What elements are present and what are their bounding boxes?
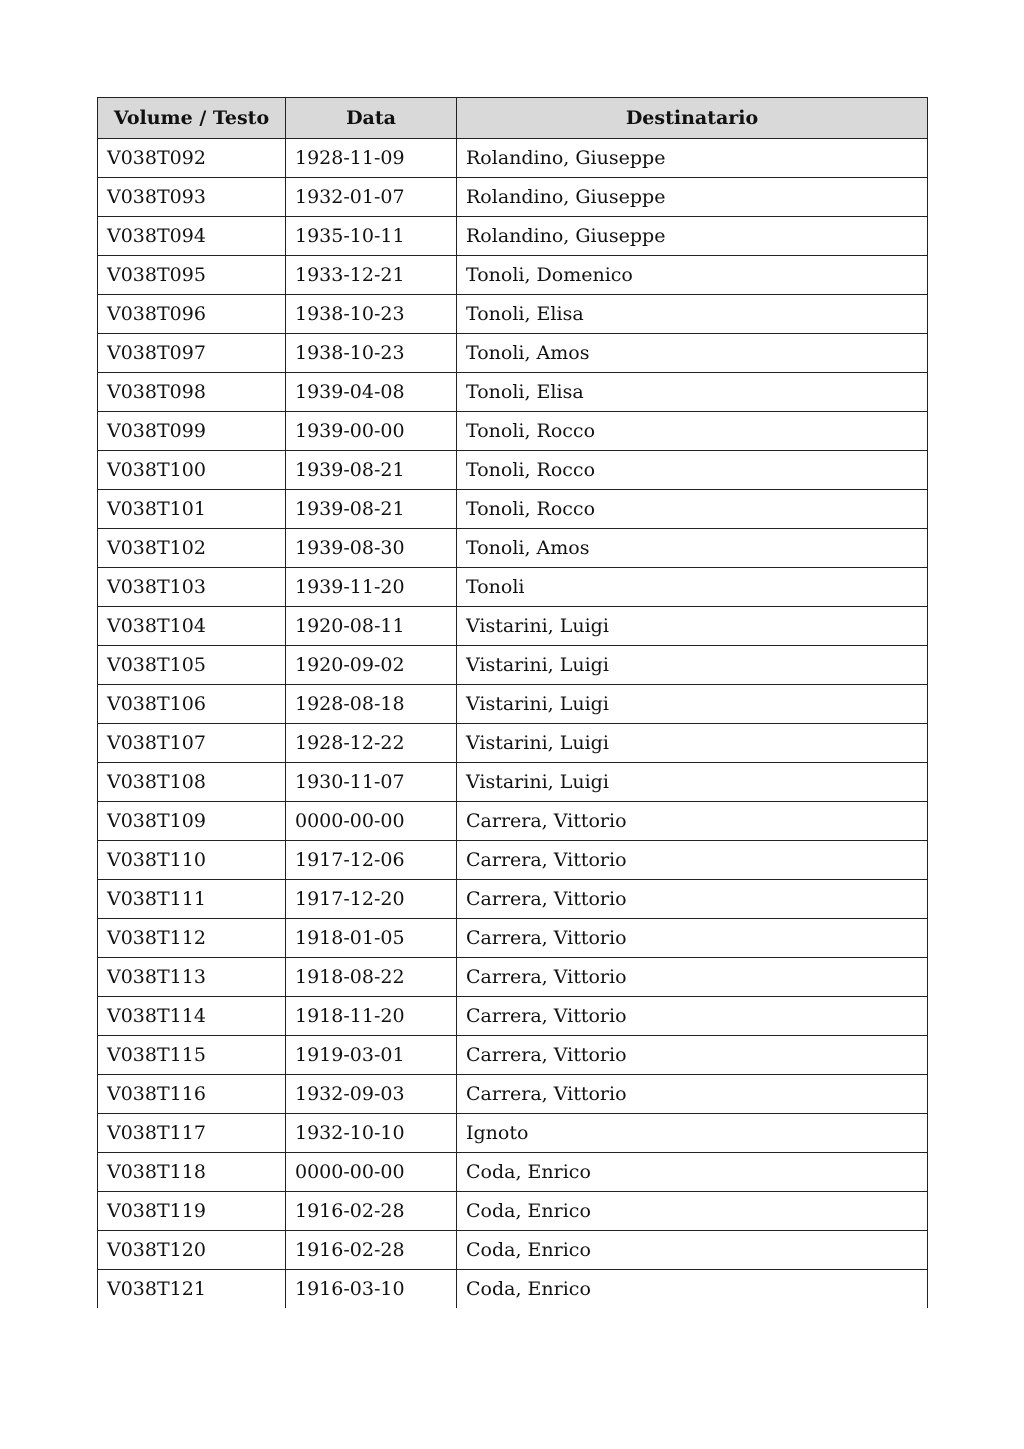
table-row bbox=[98, 1153, 928, 1192]
table-row bbox=[98, 529, 928, 568]
cell-data: 1938-10-23 bbox=[286, 295, 457, 334]
cell-destinatario: Coda, Enrico bbox=[457, 1153, 928, 1192]
table-row bbox=[98, 646, 928, 685]
cell-destinatario: Vistarini, Luigi bbox=[457, 685, 928, 724]
cell-destinatario: Coda, Enrico bbox=[457, 1231, 928, 1270]
cell-data: 1930-11-07 bbox=[286, 763, 457, 802]
cell-volume-testo: V038T093 bbox=[98, 178, 286, 217]
cell-data: 1920-08-11 bbox=[286, 607, 457, 646]
cell-volume-testo: V038T111 bbox=[98, 880, 286, 919]
cell-volume-testo: V038T118 bbox=[98, 1153, 286, 1192]
cell-data: 1933-12-21 bbox=[286, 256, 457, 295]
cell-data: 1939-11-20 bbox=[286, 568, 457, 607]
cell-destinatario: Vistarini, Luigi bbox=[457, 763, 928, 802]
cell-destinatario: Coda, Enrico bbox=[457, 1270, 928, 1309]
cell-data: 1916-02-28 bbox=[286, 1192, 457, 1231]
header-row bbox=[98, 98, 928, 139]
cell-data: 1928-11-09 bbox=[286, 139, 457, 178]
cell-volume-testo: V038T092 bbox=[98, 139, 286, 178]
header-destinatario: Destinatario bbox=[457, 98, 928, 139]
cell-data: 1932-01-07 bbox=[286, 178, 457, 217]
table-row bbox=[98, 1270, 928, 1309]
table-header bbox=[98, 98, 928, 139]
cell-volume-testo: V038T109 bbox=[98, 802, 286, 841]
cell-data: 1939-04-08 bbox=[286, 373, 457, 412]
cell-data: 1932-09-03 bbox=[286, 1075, 457, 1114]
table-row bbox=[98, 1192, 928, 1231]
table-row bbox=[98, 295, 928, 334]
table-row bbox=[98, 1114, 928, 1153]
table-row bbox=[98, 841, 928, 880]
cell-data: 1918-08-22 bbox=[286, 958, 457, 997]
cell-destinatario: Vistarini, Luigi bbox=[457, 646, 928, 685]
cell-data: 1939-08-21 bbox=[286, 451, 457, 490]
cell-volume-testo: V038T115 bbox=[98, 1036, 286, 1075]
cell-volume-testo: V038T114 bbox=[98, 997, 286, 1036]
cell-data: 1928-12-22 bbox=[286, 724, 457, 763]
table-row bbox=[98, 1036, 928, 1075]
cell-destinatario: Carrera, Vittorio bbox=[457, 997, 928, 1036]
table-row bbox=[98, 802, 928, 841]
cell-data: 1939-08-21 bbox=[286, 490, 457, 529]
table-row bbox=[98, 607, 928, 646]
table-row bbox=[98, 373, 928, 412]
cell-destinatario: Carrera, Vittorio bbox=[457, 958, 928, 997]
cell-data: 1918-01-05 bbox=[286, 919, 457, 958]
cell-destinatario: Rolandino, Giuseppe bbox=[457, 217, 928, 256]
cell-destinatario: Tonoli, Rocco bbox=[457, 451, 928, 490]
cell-destinatario: Ignoto bbox=[457, 1114, 928, 1153]
cell-data: 1938-10-23 bbox=[286, 334, 457, 373]
cell-destinatario: Tonoli, Rocco bbox=[457, 490, 928, 529]
cell-destinatario: Tonoli, Elisa bbox=[457, 373, 928, 412]
cell-data: 1939-00-00 bbox=[286, 412, 457, 451]
cell-volume-testo: V038T103 bbox=[98, 568, 286, 607]
cell-data: 1917-12-06 bbox=[286, 841, 457, 880]
cell-data: 0000-00-00 bbox=[286, 802, 457, 841]
cell-volume-testo: V038T097 bbox=[98, 334, 286, 373]
table-row bbox=[98, 490, 928, 529]
cell-data: 1920-09-02 bbox=[286, 646, 457, 685]
table-row bbox=[98, 919, 928, 958]
cell-destinatario: Tonoli, Amos bbox=[457, 334, 928, 373]
table-row bbox=[98, 958, 928, 997]
table-row bbox=[98, 880, 928, 919]
table-row bbox=[98, 178, 928, 217]
cell-volume-testo: V038T113 bbox=[98, 958, 286, 997]
table-row bbox=[98, 139, 928, 178]
cell-volume-testo: V038T107 bbox=[98, 724, 286, 763]
cell-destinatario: Rolandino, Giuseppe bbox=[457, 139, 928, 178]
cell-destinatario: Carrera, Vittorio bbox=[457, 880, 928, 919]
cell-volume-testo: V038T119 bbox=[98, 1192, 286, 1231]
table-row bbox=[98, 997, 928, 1036]
cell-volume-testo: V038T120 bbox=[98, 1231, 286, 1270]
table-row bbox=[98, 451, 928, 490]
table-row bbox=[98, 1075, 928, 1114]
cell-data: 1932-10-10 bbox=[286, 1114, 457, 1153]
cell-volume-testo: V038T117 bbox=[98, 1114, 286, 1153]
cell-volume-testo: V038T096 bbox=[98, 295, 286, 334]
cell-destinatario: Coda, Enrico bbox=[457, 1192, 928, 1231]
cell-destinatario: Tonoli, Domenico bbox=[457, 256, 928, 295]
table-body bbox=[98, 139, 928, 1309]
cell-destinatario: Carrera, Vittorio bbox=[457, 1075, 928, 1114]
cell-volume-testo: V038T105 bbox=[98, 646, 286, 685]
cell-volume-testo: V038T099 bbox=[98, 412, 286, 451]
cell-data: 1916-03-10 bbox=[286, 1270, 457, 1309]
header-volume-testo: Volume / Testo bbox=[98, 98, 286, 139]
cell-data: 1916-02-28 bbox=[286, 1231, 457, 1270]
table-row bbox=[98, 724, 928, 763]
cell-data: 1917-12-20 bbox=[286, 880, 457, 919]
cell-volume-testo: V038T094 bbox=[98, 217, 286, 256]
letters-table bbox=[97, 97, 928, 1308]
cell-volume-testo: V038T095 bbox=[98, 256, 286, 295]
table-row bbox=[98, 334, 928, 373]
cell-data: 0000-00-00 bbox=[286, 1153, 457, 1192]
header-data: Data bbox=[286, 98, 457, 139]
cell-destinatario: Tonoli, Elisa bbox=[457, 295, 928, 334]
table-row bbox=[98, 217, 928, 256]
cell-destinatario: Tonoli, Amos bbox=[457, 529, 928, 568]
cell-volume-testo: V038T116 bbox=[98, 1075, 286, 1114]
cell-destinatario: Vistarini, Luigi bbox=[457, 607, 928, 646]
cell-destinatario: Carrera, Vittorio bbox=[457, 841, 928, 880]
table-row bbox=[98, 685, 928, 724]
cell-destinatario: Carrera, Vittorio bbox=[457, 1036, 928, 1075]
cell-destinatario: Rolandino, Giuseppe bbox=[457, 178, 928, 217]
cell-data: 1939-08-30 bbox=[286, 529, 457, 568]
cell-volume-testo: V038T110 bbox=[98, 841, 286, 880]
cell-data: 1918-11-20 bbox=[286, 997, 457, 1036]
cell-data: 1928-08-18 bbox=[286, 685, 457, 724]
cell-volume-testo: V038T098 bbox=[98, 373, 286, 412]
cell-volume-testo: V038T101 bbox=[98, 490, 286, 529]
table-row bbox=[98, 568, 928, 607]
cell-volume-testo: V038T112 bbox=[98, 919, 286, 958]
cell-volume-testo: V038T100 bbox=[98, 451, 286, 490]
cell-data: 1935-10-11 bbox=[286, 217, 457, 256]
cell-destinatario: Tonoli, Rocco bbox=[457, 412, 928, 451]
cell-volume-testo: V038T121 bbox=[98, 1270, 286, 1309]
table-row bbox=[98, 412, 928, 451]
cell-volume-testo: V038T106 bbox=[98, 685, 286, 724]
cell-destinatario: Tonoli bbox=[457, 568, 928, 607]
cell-destinatario: Carrera, Vittorio bbox=[457, 802, 928, 841]
cell-volume-testo: V038T102 bbox=[98, 529, 286, 568]
cell-destinatario: Carrera, Vittorio bbox=[457, 919, 928, 958]
cell-data: 1919-03-01 bbox=[286, 1036, 457, 1075]
cell-volume-testo: V038T104 bbox=[98, 607, 286, 646]
table-row bbox=[98, 1231, 928, 1270]
cell-destinatario: Vistarini, Luigi bbox=[457, 724, 928, 763]
cell-volume-testo: V038T108 bbox=[98, 763, 286, 802]
table-row bbox=[98, 256, 928, 295]
table-row bbox=[98, 763, 928, 802]
